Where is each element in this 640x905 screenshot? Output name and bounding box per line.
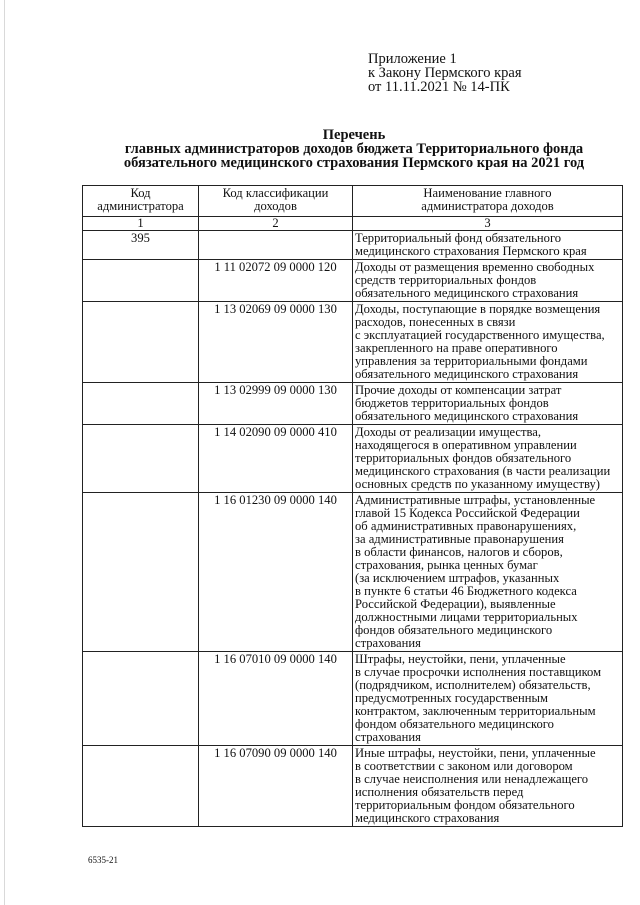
admin-name-line: в области финансов, налогов и сборов,	[355, 545, 563, 559]
table-row	[83, 302, 623, 383]
column-number-row	[83, 217, 623, 231]
admin-name-line: средств территориальных фондов	[355, 273, 537, 287]
admin-code-cell	[83, 302, 199, 383]
admin-name-line: главой 15 Кодекса Российской Федерации	[355, 506, 580, 520]
admin-code-cell	[83, 493, 199, 652]
appendix-law: к Закону Пермского края	[368, 65, 522, 81]
admin-name-line: с эксплуатацией государственного имущества,	[355, 328, 605, 342]
admin-name-cell	[353, 493, 623, 652]
admin-name-cell	[353, 260, 623, 302]
table-row	[83, 260, 623, 302]
table-header-row	[83, 186, 623, 217]
admin-name-line: обязательного медицинского страхования	[355, 367, 579, 381]
table-row	[83, 652, 623, 746]
admin-name-cell	[353, 302, 623, 383]
admin-name-cell	[353, 231, 623, 260]
classification-code-cell: 1 13 02999 09 0000 130	[199, 383, 353, 425]
admin-name-line: Административные штрафы, установленные	[355, 493, 596, 507]
admin-code-cell	[83, 746, 199, 827]
admin-code-cell	[83, 383, 199, 425]
admin-code-cell	[83, 425, 199, 493]
admin-name-line: в случае просрочки исполнения поставщиком	[355, 665, 602, 679]
admin-name-line: находящегося в оперативном управлении	[355, 438, 577, 452]
appendix-reference	[368, 52, 522, 94]
admin-name-line: медицинского страхования	[355, 811, 500, 825]
admin-name-line: основных средств по указанному имуществу)	[355, 477, 600, 491]
column-number: 3	[353, 217, 623, 231]
admin-name-line: в соответствии с законом или договором	[355, 759, 573, 773]
admin-name-line: страхования	[355, 636, 421, 650]
admin-name-line: обязательного медицинского страхования	[355, 286, 579, 300]
admin-name-cell	[353, 746, 623, 827]
header-admin-code: Код администратора	[83, 186, 199, 217]
admin-name-line: территориальным фондом обязательного	[355, 798, 575, 812]
admin-name-line: в случае неисполнения или ненадлежащего	[355, 772, 589, 786]
admin-name-line: страхования	[355, 730, 421, 744]
admin-name-line: медицинского страхования Пермского края	[355, 244, 587, 258]
admin-name-line: Доходы, поступающие в порядке возмещения	[355, 302, 601, 316]
scan-margin-line	[4, 0, 5, 905]
admin-code-cell	[83, 260, 199, 302]
admin-name-line: (за исключением штрафов, указанных	[355, 571, 560, 585]
column-number: 1	[83, 217, 199, 231]
admin-name-line: должностными лицами территориальных	[355, 610, 578, 624]
header-admin-name: Наименование главного администратора доходов	[353, 186, 623, 217]
classification-code-cell: 1 14 02090 09 0000 410	[199, 425, 353, 493]
document-title	[70, 128, 638, 170]
header-classification-code: Код классификации доходов	[199, 186, 353, 217]
admin-name-line: фондов обязательного медицинского	[355, 623, 553, 637]
admin-name-line: закрепленного на праве оперативного	[355, 341, 558, 355]
admin-name-line: в пункте 6 статьи 46 Бюджетного кодекса	[355, 584, 577, 598]
admin-name-line: об административных правонарушениях,	[355, 519, 577, 533]
admin-name-line: контрактом, заключенным территориальным	[355, 704, 596, 718]
admin-code-cell	[83, 652, 199, 746]
admin-name-line: Прочие доходы от компенсации затрат	[355, 383, 562, 397]
document-footer-code: 6535-21	[88, 855, 118, 865]
admin-name-line: страхования, рынка ценных бумаг	[355, 558, 538, 572]
admin-name-line: управления за территориальными фондами	[355, 354, 588, 368]
admin-name-line: Штрафы, неустойки, пени, уплаченные	[355, 652, 566, 666]
admin-name-line: Доходы от реализации имущества,	[355, 425, 542, 439]
admin-name-line: медицинского страхования (в части реализации	[355, 464, 611, 478]
classification-code-cell: 1 16 07090 09 0000 140	[199, 746, 353, 827]
admin-name-line: расходов, понесенных в связи	[355, 315, 516, 329]
admin-name-line: Территориальный фонд обязательного	[355, 231, 562, 245]
title-line-2: главных администраторов доходов бюджета Территориального фонда	[124, 141, 584, 157]
table-row	[83, 746, 623, 827]
table-row	[83, 425, 623, 493]
classification-code-cell: 1 13 02069 09 0000 130	[199, 302, 353, 383]
admin-name-line: предусмотренных государственным	[355, 691, 548, 705]
admin-name-line: бюджетов территориальных фондов	[355, 396, 549, 410]
classification-code-cell: 1 11 02072 09 0000 120	[199, 260, 353, 302]
table-row	[83, 231, 623, 260]
admin-name-line: (подрядчиком, исполнителем) обязательств,	[355, 678, 591, 692]
admin-name-line: Иные штрафы, неустойки, пени, уплаченные	[355, 746, 596, 760]
admin-name-line: территориальных фондов обязательного	[355, 451, 572, 465]
column-number: 2	[199, 217, 353, 231]
admin-name-cell	[353, 383, 623, 425]
admin-name-line: за административные правонарушения	[355, 532, 564, 546]
admin-name-line: Доходы от размещения временно свободных	[355, 260, 595, 274]
admin-name-line: исполнения обязательств перед	[355, 785, 524, 799]
appendix-label: Приложение 1	[368, 51, 457, 67]
classification-code-cell: 1 16 01230 09 0000 140	[199, 493, 353, 652]
classification-code-cell	[199, 231, 353, 260]
table-row	[83, 383, 623, 425]
classification-code-cell: 1 16 07010 09 0000 140	[199, 652, 353, 746]
admin-code-cell: 395	[83, 231, 199, 260]
admin-name-cell	[353, 652, 623, 746]
admin-name-cell	[353, 425, 623, 493]
admin-name-line: фондом обязательного медицинского	[355, 717, 554, 731]
title-line-1: Перечень	[322, 127, 386, 143]
admin-name-line: Российской Федерации), выявленные	[355, 597, 556, 611]
table-row	[83, 493, 623, 652]
title-line-3: обязательного медицинского страхования Пермского края на 2021 год	[123, 155, 585, 171]
administrators-table	[82, 185, 623, 827]
admin-name-line: обязательного медицинского страхования	[355, 409, 579, 423]
appendix-date: от 11.11.2021 № 14-ПК	[368, 79, 510, 95]
